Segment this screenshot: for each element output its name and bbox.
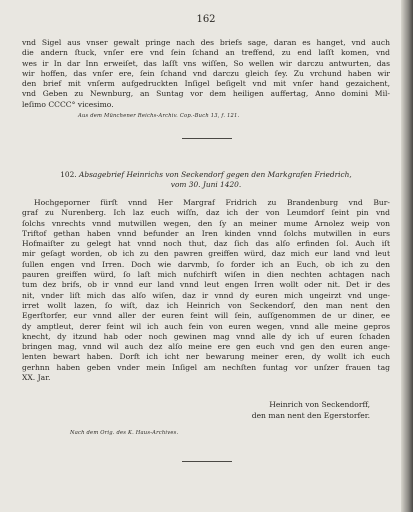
top-letter-text <box>22 38 390 110</box>
book-gutter-shadow <box>401 0 413 512</box>
heading-date: vom 30. Juni 1420. <box>170 180 242 189</box>
text-line: vnd Sigel aus vnser gewalt pringe nach des briefs sage, daran es hanget, vnd auch <box>22 38 390 47</box>
text-line: leſimo CCCC° vicesimo. <box>22 99 114 109</box>
text-line: nit, vnder liſt mich das alſo wiſen, daz ir vnnd dy euren mich ungeirzt vnd unge- <box>22 290 390 300</box>
top-source-citation: Aus dem Münchener Reichs-Archiv. Cop.-Buch 13, f. 121. <box>78 113 240 119</box>
document-heading <box>22 170 390 190</box>
signature-epithet: den man nent den Egerstorfer. <box>251 411 370 420</box>
signature-name: Heinrich von Seckendorff, <box>269 400 370 409</box>
text-line: XX. Jar. <box>22 373 51 383</box>
bottom-source-citation: Nach dem Orig. des K. Haus-Archives. <box>70 430 179 436</box>
document-page <box>22 10 390 508</box>
text-line: tum dez brifs, ob ir vnnd eur land vnnd leut engen Irren wollt oder nit. Det ir des <box>22 280 390 290</box>
page-number: 162 <box>196 14 216 25</box>
text-line: die andern ſtuck, vnſer ere vnd ſein ſchand an treffend, zu end laſſt komen, vnd <box>22 48 390 58</box>
letter-body <box>22 198 390 383</box>
document-number: 102. <box>60 170 77 179</box>
text-line: vnd Geben zu Newnburg, an Suntag vor dem heiligen auffertag, Anno domini Mil- <box>22 89 390 99</box>
text-line: irret wollt lazen, ſo wiſt, daz ich Heinrich von Seckendorf, den man nent den <box>22 300 390 310</box>
text-line: Hochgeporner fürſt vnnd Her Margraf Fridrich zu Brandenburg vnd Bur- <box>34 198 390 207</box>
text-line: Hofmaiſter zu gelegt hat vnnd noch thut, daz ſich das alſo erfinden ſol. Auch iſt <box>22 239 390 249</box>
text-line: den brief mit vnſerm aufgedruckten Inſigel beſigelt vnd mit vnſer hand gezaichent, <box>22 79 390 89</box>
text-line: wir hoffen, das vnſer ere, ſein ſchand vnd darczu gleich ſey. Zu vrchund haben wir <box>22 68 390 78</box>
text-line: lenten bewart haben. Dorft ich icht ner bewarung meiner eren, dy wollt ich euch <box>22 352 390 362</box>
text-line: ſullen engen vnd Irren. Doch wie darvmb, ſo forder ich an Euch, ob ich zu den <box>22 259 390 269</box>
text-line: Egerſtorfer, eur vnnd aller der euren feint will ſein, auſſgenommen de ur diner, ee <box>22 311 390 321</box>
text-line: wes ir In dar Inn erweiſet, das laſſt vns wiſſen, So wellen wir darczu antwurten, das <box>22 58 390 68</box>
section-divider <box>182 138 232 139</box>
heading-title: Absagebrief Heinrichs von Seckendorf gegen den Markgrafen Friedrich, <box>79 170 352 179</box>
text-line: mir geſagt worden, ob ich zu den pawren greiffen würd, daz mich eur land vnd leut <box>22 249 390 259</box>
text-line: knecht, dy itzund hab oder noch gewinen mag vnnd alle dy ich uf euren ſchaden <box>22 331 390 341</box>
text-line: Triftof gethan haben vnnd befunder an Iren kinden vnnd ſolchs mutwillen in eurs <box>22 228 390 238</box>
text-line: graf zu Nurenberg. Ich laz euch wiſſn, daz ich der von Leumdorf ſeint pin vnd <box>22 208 390 218</box>
text-line: dy amptleut, derer feint wil ich auch fein von euren wegen, vnnd alle meine gepros <box>22 321 390 331</box>
text-line: pauren greiffen würd, ſo laſt mich nufchirft wiſen in dien nechten achtagen nach <box>22 270 390 280</box>
text-line: bringen mag, vnnd wil auch dez alſo meine ere gen euch vnd gen den euren ange- <box>22 342 390 352</box>
text-line: gerhnn haben geben vnder mein Inſigel am nechſten funtag vor unſzer frauen tag <box>22 362 390 372</box>
end-divider <box>182 461 232 462</box>
text-line: ſolchs vnrechts vnnd mutwillen wegen, den ſy an meiner mume Arnolez weip von <box>22 218 390 228</box>
